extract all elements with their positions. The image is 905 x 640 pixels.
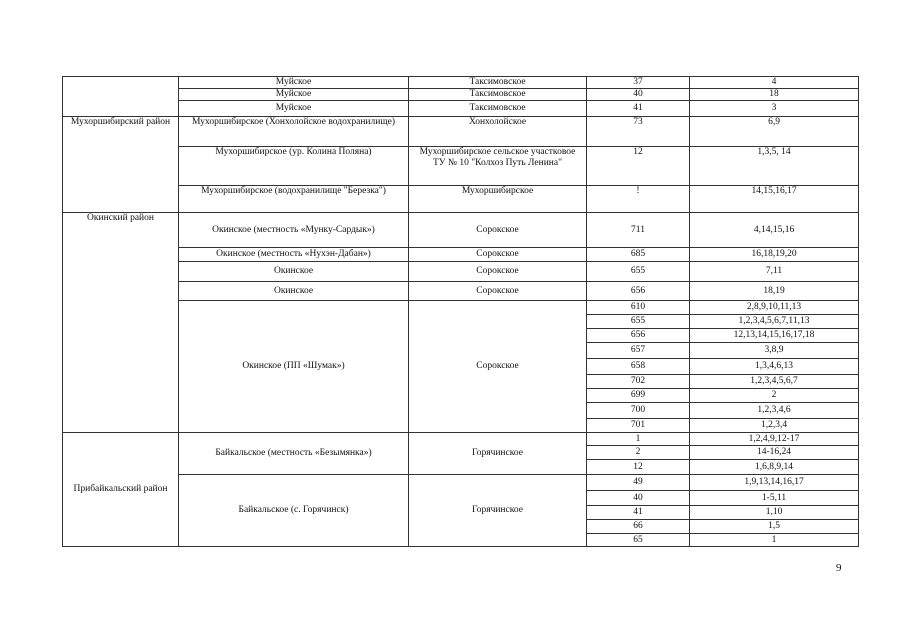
- table-row: [63, 282, 859, 301]
- hunting-ground-cell: Хонхолойское: [409, 117, 587, 147]
- settlement-cell: Мухоршибирское (Хонхолойское водохранилище): [179, 117, 409, 147]
- sections-cell: 1: [690, 534, 859, 547]
- quarter-cell: 702: [587, 375, 690, 389]
- hunting-ground-cell: Таксимовское: [409, 101, 587, 117]
- table-row: [63, 147, 859, 186]
- settlement-cell: Муйское: [179, 101, 409, 117]
- sections-cell: 1-5,11: [690, 491, 859, 506]
- settlement-cell: Мухоршибирское (водохранилище "Березка"): [179, 186, 409, 213]
- settlement-cell: Окинское (местность «Нухэн-Дабан»): [179, 248, 409, 262]
- quarter-cell: 73: [587, 117, 690, 147]
- sections-cell: 1,10: [690, 506, 859, 520]
- table-row: [63, 101, 859, 117]
- sections-cell: 3: [690, 101, 859, 117]
- table-row: [63, 77, 859, 89]
- sections-cell: 1,3,4,6,13: [690, 359, 859, 375]
- quarter-cell: 700: [587, 403, 690, 419]
- quarter-cell: 2: [587, 446, 690, 460]
- settlement-cell: Окинское: [179, 282, 409, 301]
- sections-cell: 1,9,13,14,16,17: [690, 475, 859, 491]
- quarter-cell: 65: [587, 534, 690, 547]
- quarter-cell: 699: [587, 389, 690, 403]
- table-row: [63, 248, 859, 262]
- district-cell: Окинский район: [63, 213, 179, 433]
- sections-cell: 1,2,3,4,5,6,7,11,13: [690, 315, 859, 329]
- settlement-cell: Муйское: [179, 89, 409, 101]
- quarter-cell: 49: [587, 475, 690, 491]
- settlement-cell: Окинское (ПП «Шумак»): [179, 301, 409, 433]
- quarter-cell: 610: [587, 301, 690, 315]
- sections-cell: 1,2,3,4,6: [690, 403, 859, 419]
- quarter-cell: 657: [587, 343, 690, 359]
- sections-cell: 14,15,16,17: [690, 186, 859, 213]
- quarter-cell: 656: [587, 282, 690, 301]
- quarter-cell: 37: [587, 77, 690, 89]
- hunting-ground-cell: Сорокское: [409, 262, 587, 282]
- hunting-grounds-table: [62, 76, 859, 547]
- quarter-cell: 40: [587, 491, 690, 506]
- sections-cell: 14-16,24: [690, 446, 859, 460]
- quarter-cell: 41: [587, 101, 690, 117]
- hunting-ground-cell: Таксимовское: [409, 89, 587, 101]
- sections-cell: 4: [690, 77, 859, 89]
- settlement-cell: Мухоршибирское (ур. Колина Поляна): [179, 147, 409, 186]
- district-cell: Мухоршибирский район: [63, 117, 179, 213]
- quarter-cell: 701: [587, 419, 690, 433]
- sections-cell: 3,8,9: [690, 343, 859, 359]
- hunting-ground-cell: Горячинское: [409, 475, 587, 547]
- sections-cell: 1,2,4,9,12-17: [690, 433, 859, 446]
- sections-cell: 4,14,15,16: [690, 213, 859, 248]
- quarter-cell: 658: [587, 359, 690, 375]
- hunting-ground-cell: Горячинское: [409, 433, 587, 475]
- table-row: [63, 213, 859, 248]
- sections-cell: 1,2,3,4,5,6,7: [690, 375, 859, 389]
- quarter-cell: 655: [587, 315, 690, 329]
- sections-cell: 1,5: [690, 520, 859, 534]
- settlement-cell: Окинское: [179, 262, 409, 282]
- hunting-ground-cell: Сорокское: [409, 213, 587, 248]
- quarter-cell: !: [587, 186, 690, 213]
- table-row: [63, 117, 859, 147]
- table-row: [63, 475, 859, 491]
- quarter-cell: 711: [587, 213, 690, 248]
- settlement-cell: Байкальское (с. Горячинск): [179, 475, 409, 547]
- hunting-ground-cell: Мухоршибирское сельское участковое ТУ № 10 "Колхоз Путь Ленина": [409, 147, 587, 186]
- quarter-cell: 66: [587, 520, 690, 534]
- sections-cell: 16,18,19,20: [690, 248, 859, 262]
- sections-cell: 2: [690, 389, 859, 403]
- hunting-ground-cell: Таксимовское: [409, 77, 587, 89]
- sections-cell: 2,8,9,10,11,13: [690, 301, 859, 315]
- quarter-cell: 12: [587, 460, 690, 475]
- page-number: 9: [836, 562, 842, 574]
- sections-cell: 6,9: [690, 117, 859, 147]
- quarter-cell: 12: [587, 147, 690, 186]
- hunting-ground-cell: Мухоршибирское: [409, 186, 587, 213]
- sections-cell: 7,11: [690, 262, 859, 282]
- settlement-cell: Байкальское (местность «Безымянка»): [179, 433, 409, 475]
- sections-cell: 18,19: [690, 282, 859, 301]
- quarter-cell: 40: [587, 89, 690, 101]
- quarter-cell: 1: [587, 433, 690, 446]
- sections-cell: 12,13,14,15,16,17,18: [690, 329, 859, 343]
- quarter-cell: 655: [587, 262, 690, 282]
- hunting-ground-cell: Сорокское: [409, 301, 587, 433]
- settlement-cell: Окинское (местность «Мунку-Сардык»): [179, 213, 409, 248]
- hunting-ground-cell: Сорокское: [409, 282, 587, 301]
- sections-cell: 1,2,3,4: [690, 419, 859, 433]
- sections-cell: 1,3,5, 14: [690, 147, 859, 186]
- table-row: [63, 186, 859, 213]
- district-cell: [63, 77, 179, 117]
- table-row: [63, 262, 859, 282]
- table-row: [63, 433, 859, 446]
- district-cell: Прибайкальский район: [63, 433, 179, 547]
- table-row: [63, 301, 859, 315]
- table-row: [63, 89, 859, 101]
- quarter-cell: 41: [587, 506, 690, 520]
- hunting-ground-cell: Сорокское: [409, 248, 587, 262]
- settlement-cell: Муйское: [179, 77, 409, 89]
- sections-cell: 18: [690, 89, 859, 101]
- sections-cell: 1,6,8,9,14: [690, 460, 859, 475]
- quarter-cell: 656: [587, 329, 690, 343]
- quarter-cell: 685: [587, 248, 690, 262]
